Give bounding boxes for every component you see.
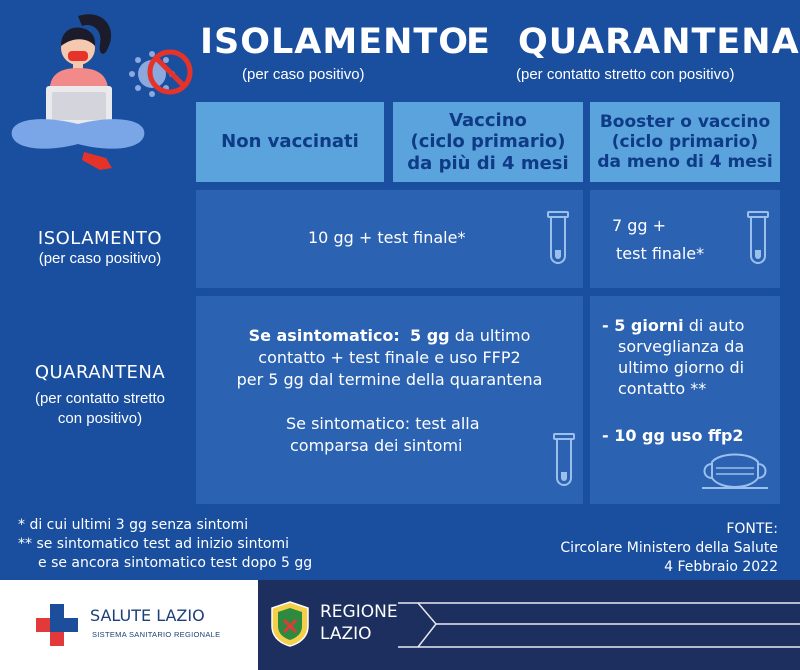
row-label-isolamento-sub: (per caso positivo)	[38, 250, 162, 267]
source-line1: Circolare Ministero della Salute	[560, 540, 778, 556]
header-vaccino-line: da più di 4 mesi	[407, 152, 569, 174]
quarantena-right-item1	[602, 316, 744, 337]
header-booster-line: (ciclo primario)	[611, 131, 759, 152]
no-virus-icon	[118, 34, 196, 112]
quarantena-asym-line3: per 5 gg dal termine della quarantena	[236, 370, 543, 389]
header-booster	[590, 102, 780, 182]
row-label-isolamento-title: ISOLAMENTO	[37, 228, 163, 249]
row-label-quarantena-sub: con positivo)	[57, 410, 143, 428]
header-non-vaccinati-label: Non vaccinati	[221, 131, 359, 153]
title-e: E	[466, 22, 491, 62]
header-non-vaccinati	[196, 102, 384, 182]
regione-lazio-line2: LAZIO	[320, 624, 372, 644]
title-quarantena: QUARANTENA	[518, 22, 800, 62]
item1-rest: di auto	[688, 316, 745, 335]
title-isolamento: ISOLAMENTO	[200, 22, 470, 62]
test-tube-icon	[546, 210, 570, 268]
source-line2: 4 Febbraio 2022	[664, 559, 778, 575]
cell-isolamento-right-text: test finale*	[616, 244, 705, 263]
cell-isolamento-right	[590, 190, 780, 288]
cell-isolamento-left-text: 10 gg + test finale*	[308, 228, 466, 247]
quarantena-right-item2: - 10 gg uso ffp2	[602, 426, 744, 445]
red-cross-icon	[36, 604, 78, 646]
source-label: FONTE:	[726, 521, 778, 537]
subtitle-right: (per contatto stretto con positivo)	[516, 66, 735, 83]
test-tube-icon	[552, 432, 576, 490]
asym-line1-rest: da ultimo	[454, 326, 531, 345]
asym-bold-days: 5 gg	[410, 326, 450, 345]
quarantena-right-item1-line3: ultimo giorno di	[618, 358, 745, 377]
row-label-isolamento	[10, 228, 190, 269]
cell-isolamento-left	[196, 190, 583, 288]
item1-bold: 5 giorni	[614, 316, 684, 335]
test-tube-icon	[746, 210, 770, 268]
header-vaccino-line: Vaccino	[449, 110, 527, 132]
header-vaccino-line: (ciclo primario)	[410, 131, 566, 153]
quarantena-sym-line2: comparsa dei sintomi	[290, 436, 463, 455]
quarantena-right-item1-line2: sorveglianza da	[618, 337, 745, 356]
footnote-1: * di cui ultimi 3 gg senza sintomi	[18, 517, 249, 533]
quarantena-sym-line1: Se sintomatico: test alla	[286, 414, 480, 433]
row-label-quarantena-sub: (per contatto stretto	[34, 390, 166, 407]
asym-bold-prefix: Se asintomatico:	[248, 326, 400, 345]
row-label-quarantena-title: QUARANTENA	[34, 362, 166, 383]
footnote-3: e se ancora sintomatico test dopo 5 gg	[38, 555, 313, 571]
salute-lazio-subtitle: SISTEMA SANITARIO REGIONALE	[92, 630, 221, 639]
footnote-2: ** se sintomatico test ad inizio sintomi	[18, 536, 290, 552]
quarantena-asym-line1	[196, 326, 583, 347]
subtitle-left: (per caso positivo)	[242, 66, 365, 83]
salute-lazio-title: SALUTE LAZIO	[90, 606, 205, 625]
salute-lazio-logo-area	[0, 580, 258, 670]
row-label-quarantena	[10, 362, 190, 430]
cell-quarantena-left	[196, 296, 583, 504]
regione-lazio-crest	[268, 600, 312, 648]
regione-lazio-line1: REGIONE	[320, 602, 398, 622]
regione-decor-lines	[398, 602, 800, 648]
item1-prefix: -	[602, 316, 615, 335]
header-booster-line: Booster o vaccino	[599, 111, 771, 132]
quarantena-right-item1-line4: contatto **	[618, 379, 707, 398]
regione-lazio-logo-area	[258, 580, 800, 670]
mask-icon	[700, 448, 770, 494]
cell-quarantena-right	[590, 296, 780, 504]
header-booster-line: da meno di 4 mesi	[597, 152, 773, 173]
header-vaccino	[393, 102, 583, 182]
cell-isolamento-right-text: 7 gg +	[612, 216, 667, 235]
quarantena-asym-line2: contatto + test finale e uso FFP2	[258, 348, 521, 367]
